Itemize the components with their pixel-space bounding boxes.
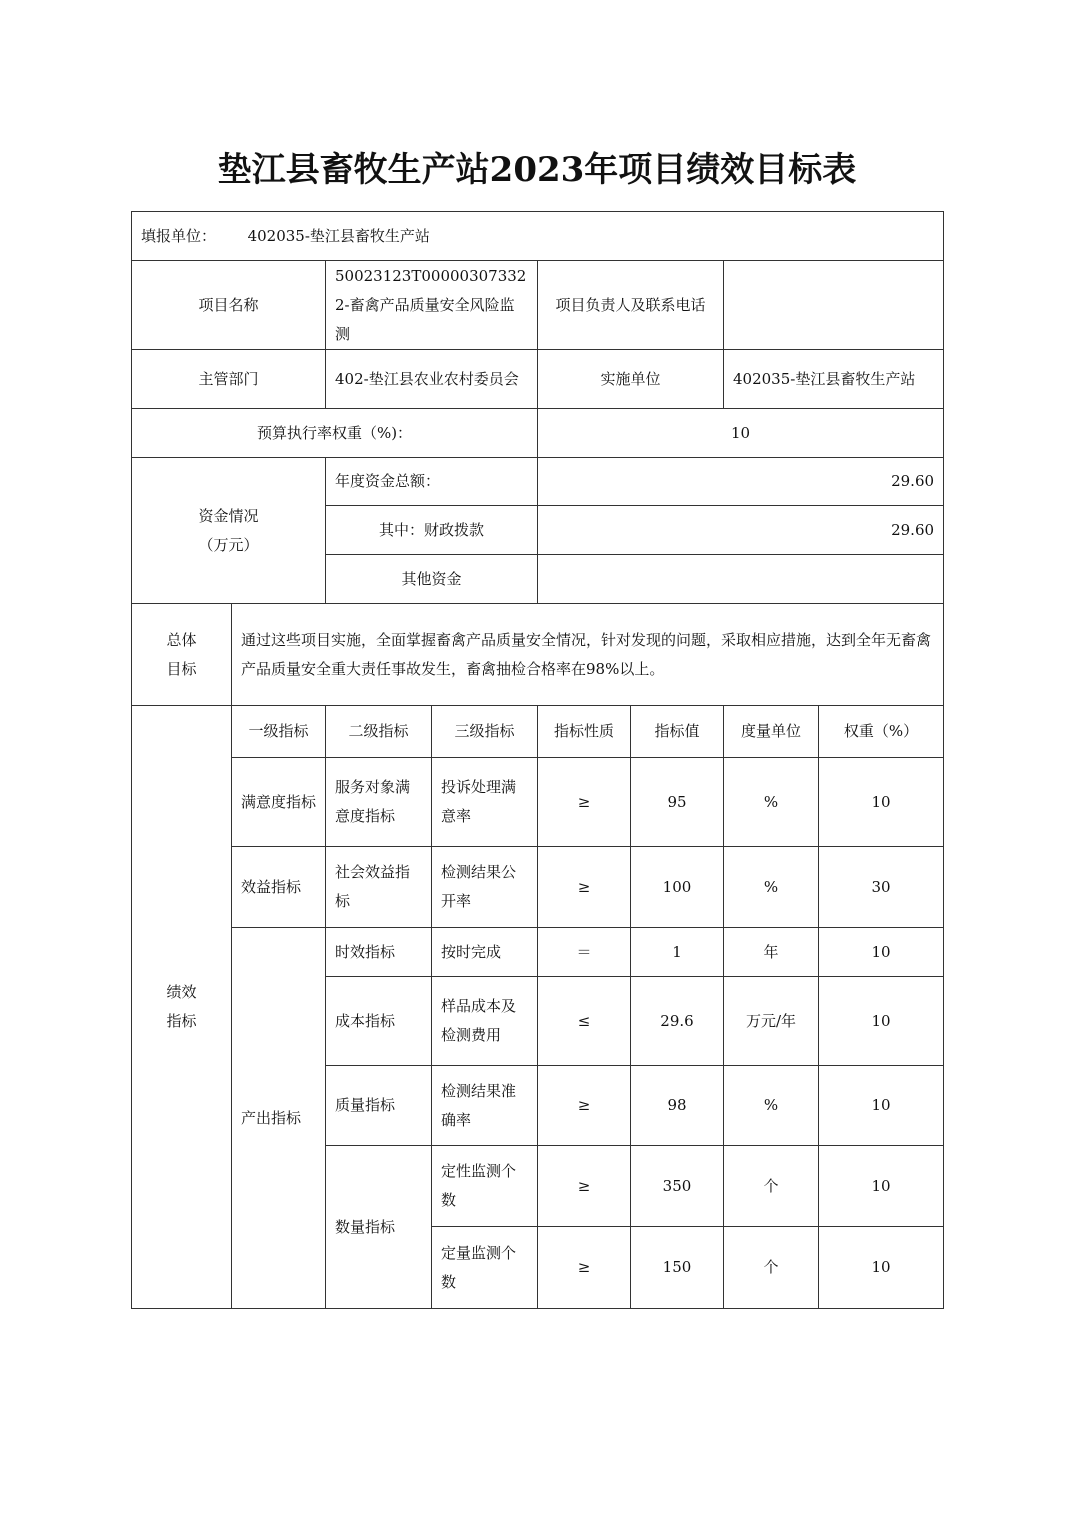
impl-label: 实施单位 xyxy=(538,350,724,409)
level2-cell: 社会效益指标 xyxy=(326,847,432,928)
goal-label-line2: 目标 xyxy=(166,659,197,678)
unit-cell: % xyxy=(724,847,819,928)
contact-label: 项目负责人及联系电话 xyxy=(538,261,724,350)
unit-value: 402035-垫江县畜牧生产站 xyxy=(247,226,430,245)
funds-fiscal-value: 29.60 xyxy=(538,506,944,555)
nature-cell: ＝ xyxy=(538,928,631,977)
level3-cell: 样品成本及检测费用 xyxy=(432,977,538,1066)
project-row xyxy=(132,261,944,350)
indicators-label-line1: 绩效 xyxy=(166,983,197,1001)
column-header: 一级指标 xyxy=(232,706,326,758)
value-cell: 95 xyxy=(631,758,724,847)
weight-cell: 10 xyxy=(819,1146,944,1227)
column-header: 权重（%） xyxy=(819,706,944,758)
dept-value: 402-垫江县农业农村委员会 xyxy=(326,350,538,409)
column-header: 三级指标 xyxy=(432,706,538,758)
table-row xyxy=(132,758,944,847)
weight-cell: 10 xyxy=(819,1227,944,1309)
unit-label: 填报单位： xyxy=(141,226,217,245)
column-header: 二级指标 xyxy=(326,706,432,758)
unit-cell xyxy=(132,212,944,261)
value-cell: 98 xyxy=(631,1066,724,1146)
level3-cell: 定性监测个数 xyxy=(432,1146,538,1227)
impl-value: 402035-垫江县畜牧生产站 xyxy=(724,350,944,409)
funds-fiscal-label: 其中：财政拨款 xyxy=(326,506,538,555)
level2-cell: 服务对象满意度指标 xyxy=(326,758,432,847)
level3-cell: 按时完成 xyxy=(432,928,538,977)
nature-cell: ≥ xyxy=(538,1227,631,1309)
level2-cell: 时效指标 xyxy=(326,928,432,977)
contact-value xyxy=(724,261,944,350)
funds-unit: （万元） xyxy=(198,535,259,554)
value-cell: 350 xyxy=(631,1146,724,1227)
weight-cell: 10 xyxy=(819,758,944,847)
level3-cell: 检测结果公开率 xyxy=(432,847,538,928)
nature-cell: ≥ xyxy=(538,758,631,847)
funds-other-label: 其他资金 xyxy=(326,555,538,604)
level2-cell: 质量指标 xyxy=(326,1066,432,1146)
level2-cell: 数量指标 xyxy=(326,1146,432,1309)
unit-cell: % xyxy=(724,758,819,847)
indicator-header-row xyxy=(132,706,944,758)
dept-row xyxy=(132,350,944,409)
goal-label-line1: 总体 xyxy=(166,630,197,649)
nature-cell: ≤ xyxy=(538,977,631,1066)
project-name-value: 50023123T000003073322-畜禽产品质量安全风险监测 xyxy=(326,261,538,350)
goal-text: 通过这些项目实施，全面掌握畜禽产品质量安全情况，针对发现的问题，采取相应措施，达到全年无畜禽产品质量安全重大责任事故发生，畜禽抽检合格率在98%以上。 xyxy=(232,604,944,706)
level1-cell: 满意度指标 xyxy=(232,758,326,847)
indicators-label-cell xyxy=(132,706,232,1309)
table-row xyxy=(132,847,944,928)
page-title: 垫江县畜牧生产站2023年项目绩效目标表 xyxy=(217,150,857,190)
budget-rate-value: 10 xyxy=(538,409,944,458)
value-cell: 150 xyxy=(631,1227,724,1309)
table-row xyxy=(132,928,944,977)
unit-cell: % xyxy=(724,1066,819,1146)
funds-total-row xyxy=(132,458,944,506)
weight-cell: 30 xyxy=(819,847,944,928)
funds-other-value xyxy=(538,555,944,604)
nature-cell: ≥ xyxy=(538,1146,631,1227)
value-cell: 29.6 xyxy=(631,977,724,1066)
level3-cell: 定量监测个数 xyxy=(432,1227,538,1309)
funds-total-value: 29.60 xyxy=(538,458,944,506)
nature-cell: ≥ xyxy=(538,847,631,928)
budget-rate-row xyxy=(132,409,944,458)
column-header: 度量单位 xyxy=(724,706,819,758)
performance-table xyxy=(131,211,944,1309)
column-header: 指标性质 xyxy=(538,706,631,758)
funds-label: 资金情况 xyxy=(198,506,259,525)
unit-row xyxy=(132,212,944,261)
project-name-label: 项目名称 xyxy=(132,261,326,350)
level2-cell: 成本指标 xyxy=(326,977,432,1066)
goal-row xyxy=(132,604,944,706)
nature-cell: ≥ xyxy=(538,1066,631,1146)
indicators-label-line2: 指标 xyxy=(166,1012,197,1030)
dept-label: 主管部门 xyxy=(132,350,326,409)
column-header: 指标值 xyxy=(631,706,724,758)
unit-cell: 万元/年 xyxy=(724,977,819,1066)
weight-cell: 10 xyxy=(819,928,944,977)
level1-cell: 产出指标 xyxy=(232,928,326,1309)
level3-cell: 检测结果准确率 xyxy=(432,1066,538,1146)
funds-total-label: 年度资金总额： xyxy=(326,458,538,506)
value-cell: 1 xyxy=(631,928,724,977)
goal-label-cell xyxy=(132,604,232,706)
unit-cell: 个 xyxy=(724,1146,819,1227)
level1-cell: 效益指标 xyxy=(232,847,326,928)
level3-cell: 投诉处理满意率 xyxy=(432,758,538,847)
budget-rate-label: 预算执行率权重（%)： xyxy=(132,409,538,458)
weight-cell: 10 xyxy=(819,977,944,1066)
unit-cell: 个 xyxy=(724,1227,819,1309)
value-cell: 100 xyxy=(631,847,724,928)
weight-cell: 10 xyxy=(819,1066,944,1146)
funds-label-cell xyxy=(132,458,326,604)
unit-cell: 年 xyxy=(724,928,819,977)
